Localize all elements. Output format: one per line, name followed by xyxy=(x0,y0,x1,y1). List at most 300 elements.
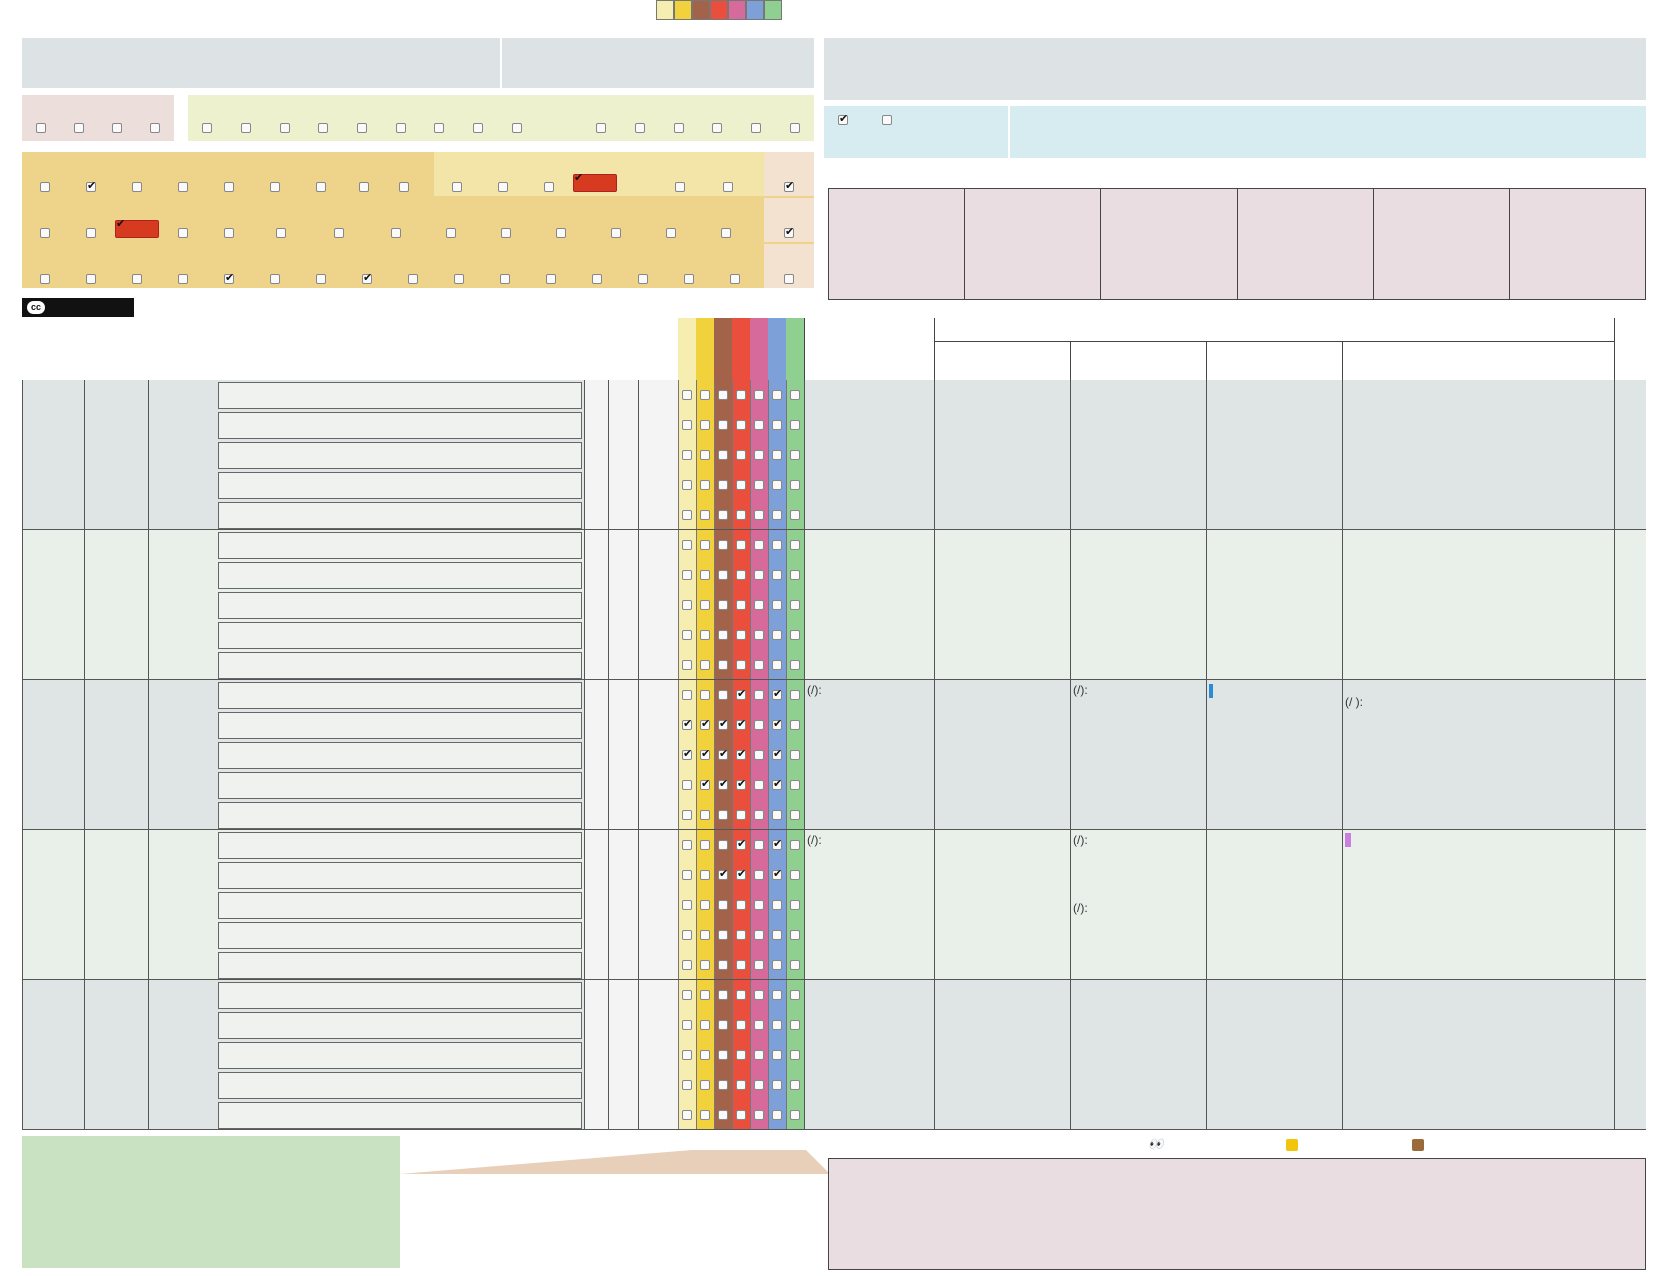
comp-checkbox[interactable] xyxy=(682,450,692,460)
comp-checkbox[interactable] xyxy=(772,1050,782,1060)
comp-checkbox[interactable] xyxy=(700,450,710,460)
grid-cell[interactable] xyxy=(1206,380,1342,529)
eso2-checkbox[interactable] xyxy=(666,228,676,238)
grid-cell[interactable] xyxy=(84,530,148,679)
comp-checkbox[interactable] xyxy=(718,1020,728,1030)
comp-checkbox[interactable] xyxy=(754,540,764,550)
recurso-col-5[interactable] xyxy=(1510,189,1645,299)
eso2-checkbox[interactable] xyxy=(446,228,456,238)
tareas-estrategicas[interactable] xyxy=(1209,684,1339,699)
comp-checkbox[interactable] xyxy=(736,480,746,490)
grid-cell[interactable] xyxy=(1342,530,1614,679)
comp-checkbox[interactable] xyxy=(754,450,764,460)
comp-checkbox[interactable] xyxy=(736,930,746,940)
comp-checkbox[interactable] xyxy=(682,1110,692,1120)
subject-checkbox[interactable] xyxy=(202,123,212,133)
grid-cell[interactable] xyxy=(934,980,1070,1129)
grid-cell[interactable] xyxy=(1614,830,1665,979)
comp-checkbox[interactable] xyxy=(718,1050,728,1060)
comp-checkbox[interactable] xyxy=(772,510,782,520)
subject-checkbox[interactable] xyxy=(512,123,522,133)
ei-level-checkbox[interactable] xyxy=(112,123,122,133)
grid-cell[interactable] xyxy=(22,680,84,829)
comp-checkbox[interactable] xyxy=(700,870,710,880)
dto-checkbox[interactable] xyxy=(784,182,794,192)
eso3-subject-checkbox[interactable] xyxy=(454,274,464,284)
comp-checkbox[interactable] xyxy=(700,480,710,490)
recurso-col-3[interactable] xyxy=(1238,189,1374,299)
comp-checkbox[interactable] xyxy=(754,660,764,670)
comp-checkbox[interactable] xyxy=(754,510,764,520)
ei-level-checkbox[interactable] xyxy=(150,123,160,133)
comp-checkbox[interactable] xyxy=(700,1110,710,1120)
biblio-checkbox[interactable] xyxy=(784,228,794,238)
eso-subject-checkbox[interactable] xyxy=(132,182,142,192)
comp-checkbox[interactable] xyxy=(772,540,782,550)
comp-checkbox[interactable] xyxy=(790,690,800,700)
ep-checkbox[interactable] xyxy=(635,123,645,133)
comp-checkbox[interactable] xyxy=(682,870,692,880)
comp-checkbox[interactable] xyxy=(682,690,692,700)
comp-checkbox[interactable] xyxy=(700,780,710,790)
standard-row[interactable] xyxy=(218,1042,582,1069)
comp-checkbox[interactable] xyxy=(754,810,764,820)
comp-checkbox[interactable] xyxy=(772,390,782,400)
grid-cell[interactable] xyxy=(934,830,1070,979)
eso2-checkbox[interactable] xyxy=(721,228,731,238)
grid-cell[interactable] xyxy=(1614,380,1665,529)
comp-checkbox[interactable] xyxy=(700,600,710,610)
eso3-subject-checkbox[interactable] xyxy=(132,274,142,284)
comp-checkbox[interactable] xyxy=(736,1050,746,1060)
comp-checkbox[interactable] xyxy=(736,690,746,700)
standard-row[interactable] xyxy=(218,802,582,829)
subject-checkbox[interactable] xyxy=(318,123,328,133)
eso-subject-checkbox[interactable] xyxy=(399,182,409,192)
comp-checkbox[interactable] xyxy=(682,510,692,520)
comp-checkbox[interactable] xyxy=(754,840,764,850)
comp-checkbox[interactable] xyxy=(772,690,782,700)
comp-checkbox[interactable] xyxy=(682,840,692,850)
eso3-subject-checkbox[interactable] xyxy=(224,274,234,284)
comp-checkbox[interactable] xyxy=(682,660,692,670)
comp-checkbox[interactable] xyxy=(754,390,764,400)
comp-checkbox[interactable] xyxy=(754,960,764,970)
comp-checkbox[interactable] xyxy=(772,660,782,670)
eso3-subject-checkbox[interactable] xyxy=(408,274,418,284)
comp-checkbox[interactable] xyxy=(718,600,728,610)
comp-checkbox[interactable] xyxy=(718,840,728,850)
cc-license-badge[interactable] xyxy=(22,298,134,317)
comp-checkbox[interactable] xyxy=(790,900,800,910)
comp-checkbox[interactable] xyxy=(790,720,800,730)
recurso-col-4[interactable] xyxy=(1374,189,1510,299)
eso2-subject-checkbox[interactable] xyxy=(334,228,344,238)
comp-checkbox[interactable] xyxy=(700,750,710,760)
comp-checkbox[interactable] xyxy=(772,900,782,910)
bach-checkbox[interactable] xyxy=(723,182,733,192)
eso3-subject-checkbox[interactable] xyxy=(362,274,372,284)
grid-cell[interactable] xyxy=(22,830,84,979)
comp-checkbox[interactable] xyxy=(736,840,746,850)
grid-cell[interactable] xyxy=(804,830,934,979)
standard-row[interactable] xyxy=(218,592,582,619)
standard-row[interactable] xyxy=(218,382,582,409)
comp-checkbox[interactable] xyxy=(790,780,800,790)
comp-checkbox[interactable] xyxy=(700,690,710,700)
eso2-subject-checkbox[interactable] xyxy=(40,228,50,238)
eso-subject-checkbox[interactable] xyxy=(224,182,234,192)
comp-checkbox[interactable] xyxy=(718,540,728,550)
ep-checkbox[interactable] xyxy=(674,123,684,133)
comp-checkbox[interactable] xyxy=(700,1020,710,1030)
comp-checkbox[interactable] xyxy=(772,780,782,790)
comp-checkbox[interactable] xyxy=(754,420,764,430)
standard-row[interactable] xyxy=(218,502,582,529)
comp-checkbox[interactable] xyxy=(736,390,746,400)
subject-checkbox[interactable] xyxy=(473,123,483,133)
eso3-subject-checkbox[interactable] xyxy=(316,274,326,284)
eso3-checkbox[interactable] xyxy=(500,274,510,284)
comp-checkbox[interactable] xyxy=(772,960,782,970)
eso-subject-checkbox[interactable] xyxy=(86,182,96,192)
subject-checkbox[interactable] xyxy=(280,123,290,133)
comp-checkbox[interactable] xyxy=(772,930,782,940)
comp-checkbox[interactable] xyxy=(682,1020,692,1030)
comp-checkbox[interactable] xyxy=(700,840,710,850)
comp-checkbox[interactable] xyxy=(772,1110,782,1120)
comp-checkbox[interactable] xyxy=(790,1080,800,1090)
actividad-item[interactable]: (/): xyxy=(1073,833,1088,847)
comp-checkbox[interactable] xyxy=(736,1110,746,1120)
comp-checkbox[interactable] xyxy=(772,1020,782,1030)
comp-checkbox[interactable] xyxy=(736,810,746,820)
eso2-checkbox[interactable] xyxy=(556,228,566,238)
standard-row[interactable] xyxy=(218,412,582,439)
grid-cell[interactable] xyxy=(1206,530,1342,679)
comp-checkbox[interactable] xyxy=(790,630,800,640)
standard-row[interactable] xyxy=(218,532,582,559)
comp-checkbox[interactable] xyxy=(736,1080,746,1090)
subject-checkbox[interactable] xyxy=(396,123,406,133)
tipo1-activity[interactable]: (/): xyxy=(807,833,822,847)
comp-checkbox[interactable] xyxy=(718,390,728,400)
comp-checkbox[interactable] xyxy=(772,480,782,490)
comp-checkbox[interactable] xyxy=(718,930,728,940)
comp-checkbox[interactable] xyxy=(700,1050,710,1060)
comp-checkbox[interactable] xyxy=(772,720,782,730)
comp-checkbox[interactable] xyxy=(790,1020,800,1030)
comp-checkbox[interactable] xyxy=(754,690,764,700)
comp-checkbox[interactable] xyxy=(790,510,800,520)
grid-cell[interactable] xyxy=(1614,530,1665,679)
eso2-checkbox[interactable] xyxy=(501,228,511,238)
comp-checkbox[interactable] xyxy=(736,750,746,760)
grid-cell[interactable] xyxy=(148,830,216,979)
comp-checkbox[interactable] xyxy=(682,780,692,790)
eso-course-checkbox[interactable] xyxy=(452,182,462,192)
comp-checkbox[interactable] xyxy=(682,540,692,550)
grid-cell[interactable] xyxy=(804,680,934,829)
comp-checkbox[interactable] xyxy=(718,870,728,880)
edirt-checkbox[interactable] xyxy=(784,274,794,284)
grid-cell[interactable] xyxy=(1342,980,1614,1129)
metodo-observacion[interactable] xyxy=(1148,1137,1164,1152)
grid-cell[interactable] xyxy=(934,380,1070,529)
comp-checkbox[interactable] xyxy=(790,570,800,580)
comp-checkbox[interactable] xyxy=(718,570,728,580)
standard-row[interactable] xyxy=(218,1102,582,1129)
comp-checkbox[interactable] xyxy=(700,420,710,430)
comp-checkbox[interactable] xyxy=(772,570,782,580)
comp-checkbox[interactable] xyxy=(790,600,800,610)
comp-checkbox[interactable] xyxy=(772,1080,782,1090)
eso-subject-checkbox[interactable] xyxy=(178,182,188,192)
eso2-subject-checkbox[interactable] xyxy=(276,228,286,238)
comp-checkbox[interactable] xyxy=(700,660,710,670)
eso3-checkbox[interactable] xyxy=(730,274,740,284)
comp-checkbox[interactable] xyxy=(682,750,692,760)
eso2-subject-checkbox[interactable] xyxy=(86,228,96,238)
comp-checkbox[interactable] xyxy=(772,990,782,1000)
grid-cell[interactable] xyxy=(934,530,1070,679)
comp-checkbox[interactable] xyxy=(700,900,710,910)
grid-cell[interactable] xyxy=(22,530,84,679)
comp-checkbox[interactable] xyxy=(754,570,764,580)
eso3-subject-checkbox[interactable] xyxy=(86,274,96,284)
comp-checkbox[interactable] xyxy=(772,600,782,610)
comp-checkbox[interactable] xyxy=(790,420,800,430)
grid-cell[interactable] xyxy=(148,980,216,1129)
ep-checkbox[interactable] xyxy=(712,123,722,133)
grid-cell[interactable] xyxy=(1614,980,1665,1129)
comp-checkbox[interactable] xyxy=(754,870,764,880)
comp-checkbox[interactable] xyxy=(790,990,800,1000)
grid-cell[interactable] xyxy=(148,530,216,679)
comp-checkbox[interactable] xyxy=(682,600,692,610)
comp-checkbox[interactable] xyxy=(682,810,692,820)
comp-checkbox[interactable] xyxy=(682,900,692,910)
comp-checkbox[interactable] xyxy=(700,990,710,1000)
comp-checkbox[interactable] xyxy=(718,690,728,700)
eso2-checkbox[interactable] xyxy=(391,228,401,238)
comp-checkbox[interactable] xyxy=(718,780,728,790)
comp-checkbox[interactable] xyxy=(682,930,692,940)
comp-checkbox[interactable] xyxy=(700,540,710,550)
grid-cell[interactable] xyxy=(1070,380,1206,529)
grid-cell[interactable] xyxy=(1070,680,1206,829)
comp-checkbox[interactable] xyxy=(754,990,764,1000)
comp-checkbox[interactable] xyxy=(772,870,782,880)
comp-checkbox[interactable] xyxy=(718,420,728,430)
standard-row[interactable] xyxy=(218,922,582,949)
comp-checkbox[interactable] xyxy=(682,570,692,580)
comp-checkbox[interactable] xyxy=(718,810,728,820)
ep-checkbox[interactable] xyxy=(596,123,606,133)
comp-checkbox[interactable] xyxy=(790,480,800,490)
tipo1-activity[interactable]: (/): xyxy=(807,683,822,697)
subject-checkbox[interactable] xyxy=(434,123,444,133)
grid-cell[interactable] xyxy=(84,380,148,529)
eso-course-checkbox[interactable] xyxy=(498,182,508,192)
eso2-checkbox[interactable] xyxy=(611,228,621,238)
grid-cell[interactable] xyxy=(804,530,934,679)
comp-checkbox[interactable] xyxy=(682,720,692,730)
comp-checkbox[interactable] xyxy=(682,990,692,1000)
grid-cell[interactable] xyxy=(1342,380,1614,529)
comp-checkbox[interactable] xyxy=(754,1080,764,1090)
comp-checkbox[interactable] xyxy=(790,810,800,820)
bach-checkbox[interactable] xyxy=(675,182,685,192)
standard-row[interactable] xyxy=(218,622,582,649)
entrada-text[interactable] xyxy=(1010,106,1646,158)
comp-checkbox[interactable] xyxy=(754,720,764,730)
comp-checkbox[interactable] xyxy=(700,1080,710,1090)
comp-checkbox[interactable] xyxy=(772,810,782,820)
actividad-item[interactable]: (/): xyxy=(1073,901,1088,915)
comp-checkbox[interactable] xyxy=(790,960,800,970)
eso2-subject-checkbox[interactable] xyxy=(178,228,188,238)
comp-checkbox[interactable] xyxy=(754,600,764,610)
comp-checkbox[interactable] xyxy=(754,1050,764,1060)
comp-checkbox[interactable] xyxy=(754,1110,764,1120)
comp-checkbox[interactable] xyxy=(718,1080,728,1090)
grid-cell[interactable] xyxy=(934,680,1070,829)
comp-checkbox[interactable] xyxy=(754,630,764,640)
descripcion-field[interactable] xyxy=(824,38,1646,100)
eso-subject-checkbox[interactable] xyxy=(40,182,50,192)
comp-checkbox[interactable] xyxy=(790,870,800,880)
comp-checkbox[interactable] xyxy=(736,960,746,970)
comp-checkbox[interactable] xyxy=(754,930,764,940)
metodo-producto[interactable] xyxy=(1412,1137,1424,1151)
comp-checkbox[interactable] xyxy=(736,450,746,460)
comp-checkbox[interactable] xyxy=(736,600,746,610)
grid-cell[interactable] xyxy=(84,980,148,1129)
comp-checkbox[interactable] xyxy=(718,990,728,1000)
comp-checkbox[interactable] xyxy=(700,960,710,970)
tareas-creativas[interactable] xyxy=(1345,834,1475,847)
eso3-checkbox[interactable] xyxy=(684,274,694,284)
comp-checkbox[interactable] xyxy=(736,990,746,1000)
comp-checkbox[interactable] xyxy=(718,1110,728,1120)
comp-checkbox[interactable] xyxy=(718,960,728,970)
standard-row[interactable] xyxy=(218,442,582,469)
prof-checkbox[interactable] xyxy=(838,115,848,125)
comp-checkbox[interactable] xyxy=(718,720,728,730)
standard-row[interactable] xyxy=(218,892,582,919)
comp-checkbox[interactable] xyxy=(790,1050,800,1060)
comp-checkbox[interactable] xyxy=(736,720,746,730)
eso3-subject-checkbox[interactable] xyxy=(178,274,188,284)
ep-checkbox[interactable] xyxy=(751,123,761,133)
comp-checkbox[interactable] xyxy=(736,540,746,550)
comp-checkbox[interactable] xyxy=(736,630,746,640)
comp-checkbox[interactable] xyxy=(772,840,782,850)
grid-cell[interactable] xyxy=(1342,830,1614,979)
comp-checkbox[interactable] xyxy=(736,870,746,880)
grid-cell[interactable] xyxy=(22,980,84,1129)
comp-checkbox[interactable] xyxy=(700,510,710,520)
comp-checkbox[interactable] xyxy=(718,630,728,640)
eso3-checkbox[interactable] xyxy=(592,274,602,284)
comp-checkbox[interactable] xyxy=(682,390,692,400)
tareas-creativas[interactable]: (/ ): xyxy=(1345,695,1364,709)
comp-checkbox[interactable] xyxy=(772,750,782,760)
grid-cell[interactable] xyxy=(1206,980,1342,1129)
eso-subject-checkbox[interactable] xyxy=(316,182,326,192)
comp-checkbox[interactable] xyxy=(790,540,800,550)
grid-cell[interactable] xyxy=(148,380,216,529)
comp-checkbox[interactable] xyxy=(772,630,782,640)
comp-checkbox[interactable] xyxy=(718,450,728,460)
ei-level-checkbox[interactable] xyxy=(36,123,46,133)
eso3-subject-checkbox[interactable] xyxy=(270,274,280,284)
comp-checkbox[interactable] xyxy=(754,750,764,760)
comp-checkbox[interactable] xyxy=(682,1050,692,1060)
standard-row[interactable] xyxy=(218,652,582,679)
grid-cell[interactable] xyxy=(1206,680,1342,829)
eso-course-checkbox[interactable] xyxy=(573,174,617,192)
standard-row[interactable] xyxy=(218,562,582,589)
comp-checkbox[interactable] xyxy=(682,420,692,430)
comp-checkbox[interactable] xyxy=(700,390,710,400)
comp-checkbox[interactable] xyxy=(736,510,746,520)
grid-cell[interactable] xyxy=(804,980,934,1129)
proyecto-field[interactable] xyxy=(22,38,500,88)
comp-checkbox[interactable] xyxy=(682,960,692,970)
comp-checkbox[interactable] xyxy=(736,780,746,790)
standard-row[interactable] xyxy=(218,982,582,1009)
comp-checkbox[interactable] xyxy=(700,930,710,940)
ei-level-checkbox[interactable] xyxy=(74,123,84,133)
comp-checkbox[interactable] xyxy=(754,1020,764,1030)
grid-cell[interactable] xyxy=(84,680,148,829)
subject-checkbox[interactable] xyxy=(241,123,251,133)
actividad-item[interactable]: (/): xyxy=(1073,683,1088,697)
comp-checkbox[interactable] xyxy=(790,450,800,460)
comp-checkbox[interactable] xyxy=(682,630,692,640)
metodo-portfolio[interactable] xyxy=(1286,1137,1298,1151)
comp-checkbox[interactable] xyxy=(718,660,728,670)
grid-cell[interactable] xyxy=(1614,680,1665,829)
comp-checkbox[interactable] xyxy=(754,780,764,790)
comp-checkbox[interactable] xyxy=(790,930,800,940)
standard-row[interactable] xyxy=(218,1072,582,1099)
comp-checkbox[interactable] xyxy=(736,1020,746,1030)
comp-checkbox[interactable] xyxy=(790,390,800,400)
comp-checkbox[interactable] xyxy=(736,660,746,670)
standard-row[interactable] xyxy=(218,1012,582,1039)
grid-cell[interactable] xyxy=(1070,980,1206,1129)
eso3-checkbox[interactable] xyxy=(546,274,556,284)
subject-checkbox[interactable] xyxy=(357,123,367,133)
comp-checkbox[interactable] xyxy=(790,750,800,760)
standard-row[interactable] xyxy=(218,952,582,979)
eso2-subject-checkbox[interactable] xyxy=(115,220,159,238)
comp-checkbox[interactable] xyxy=(736,900,746,910)
comp-checkbox[interactable] xyxy=(754,900,764,910)
recurso-col-2[interactable] xyxy=(1101,189,1237,299)
grid-cell[interactable] xyxy=(22,380,84,529)
comp-checkbox[interactable] xyxy=(772,420,782,430)
comp-checkbox[interactable] xyxy=(700,810,710,820)
recurso-col-0[interactable] xyxy=(829,189,965,299)
comp-checkbox[interactable] xyxy=(790,840,800,850)
standard-row[interactable] xyxy=(218,472,582,499)
comp-checkbox[interactable] xyxy=(718,510,728,520)
comp-checkbox[interactable] xyxy=(736,570,746,580)
